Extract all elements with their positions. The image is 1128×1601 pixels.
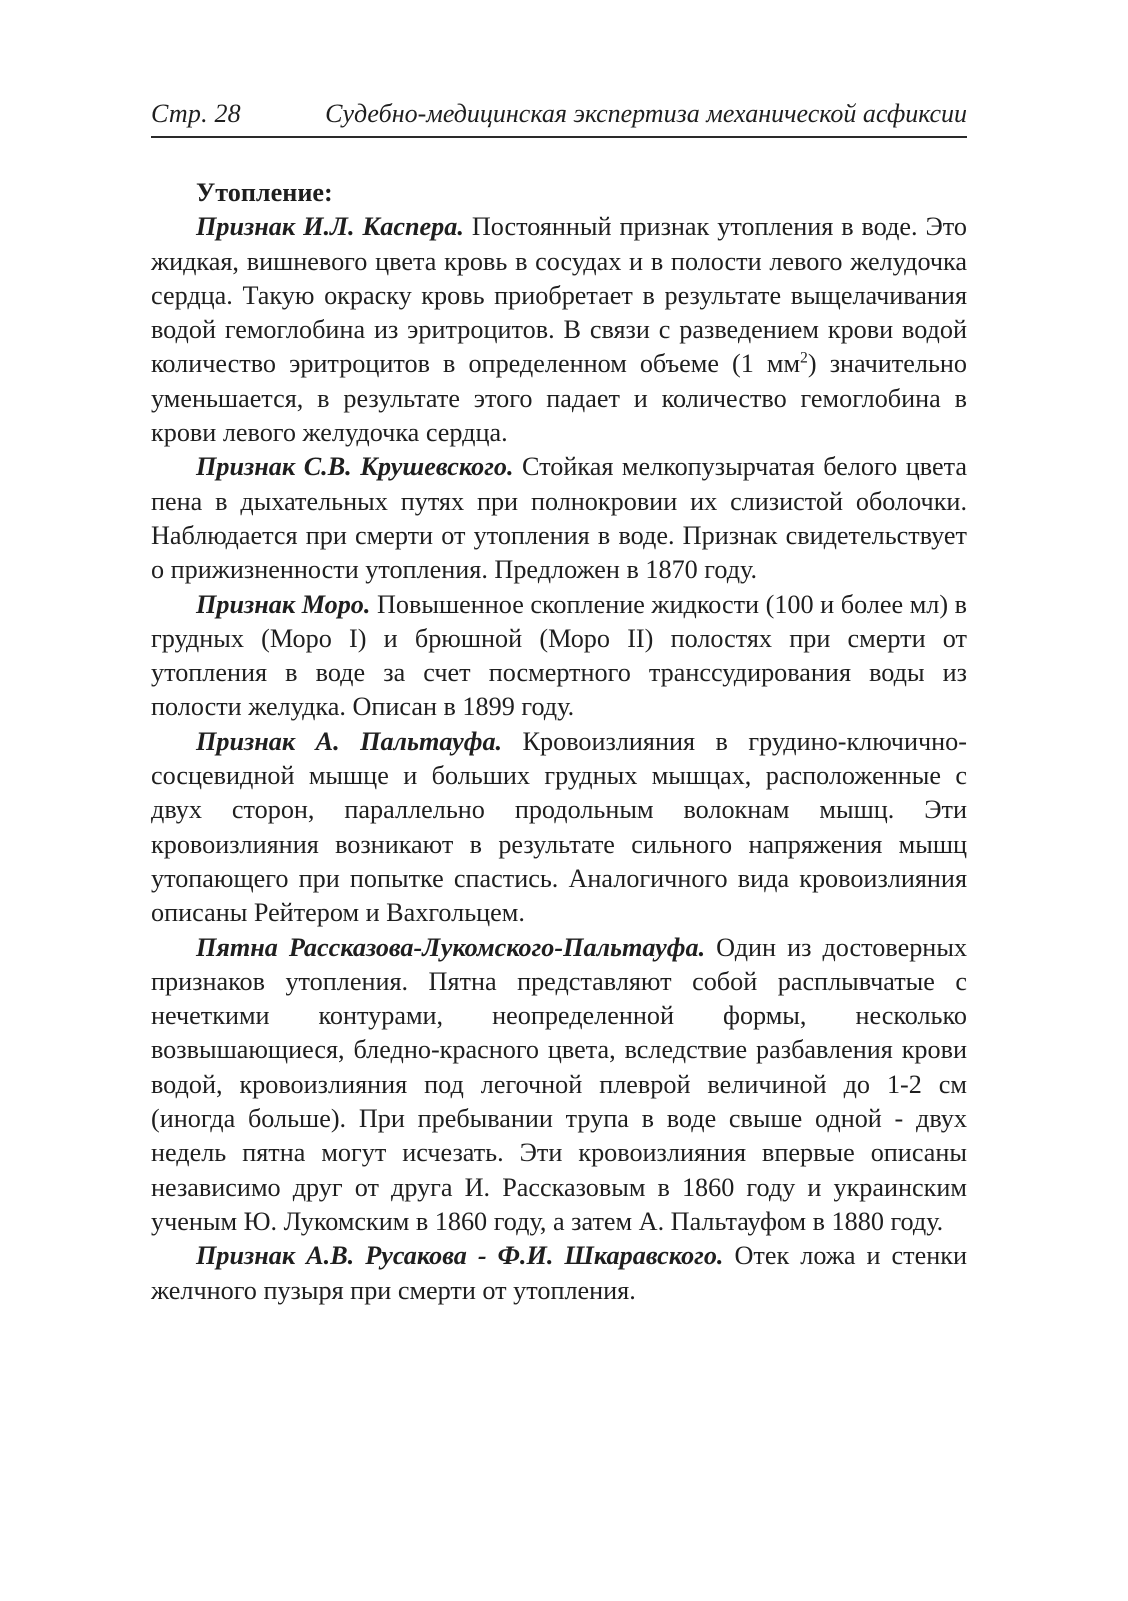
paragraph-text: ) значительно уменьшается, в результате этого падает и количество гемоглобина в крови левого желудочка сердца. <box>151 349 967 448</box>
paragraph-text: Повышенное скопление жидкости (100 и более мл) в грудных (Моро I) и брюшной (Моро II) полостях при смерти от утопления в воде за счет посмертного транссудирования воды из полости желудка. Описан в 1899 году. <box>151 589 967 722</box>
paragraph-text: Отек ложа и стенки желчного пузыря при смерти от утопления. <box>151 1241 968 1305</box>
book-page <box>151 96 967 1308</box>
paragraph-text: Стойкая мелкопузырчатая белого цвета пена в дыхательных путях при полнокровии их слизистой оболочки. Наблюдается при смерти от утопления в воде. Признак свидетельствует о прижизненности утопления. Предложен в 1870 году. <box>151 452 967 585</box>
term-moro: Признак Моро. <box>196 589 371 619</box>
page-body <box>151 176 967 1308</box>
term-rusakov: Признак А.В. Русакова - Ф.И. Шкаравского. <box>196 1241 724 1271</box>
page-number: Стр. 28 <box>151 99 241 128</box>
term-paltauf: Признак А. Пальтауфа. <box>196 726 503 756</box>
running-title: Судебно-медицинская экспертиза механической асфиксии <box>325 99 967 128</box>
term-kasper: Признак И.Л. Каспера. <box>196 212 464 242</box>
running-header <box>151 96 967 138</box>
section-heading: Утопление: <box>196 178 333 207</box>
paragraph-krushevsky <box>151 450 967 587</box>
term-krushevsky: Признак С.В. Крушевского. <box>196 452 514 482</box>
paragraph-text: Один из достоверных признаков утопления. Пятна представляют собой расплывчатые с нечеткими контурами, неопределенной формы, несколько возвышающиеся, бледно-красного цвета, вследствие разбавления крови водой, кровоизлияния под легочной плеврой величиной до 1-2 см (иногда больше). При пребывании трупа в воде свыше одной - двух недель пятна могут исчезать. Эти кровоизлияния впервые описаны независимо друг от друга И. Рассказовым в 1860 году и украинским ученым Ю. Лукомским в 1860 году, а затем А. Пальтауфом в 1880 году. <box>151 932 968 1236</box>
superscript: 2 <box>800 349 808 367</box>
term-rasskazov-spots: Пятна Рассказова-Лукомского-Пальтауфа. <box>196 932 706 962</box>
paragraph-moro <box>151 588 967 725</box>
paragraph-kasper <box>151 210 967 450</box>
paragraph-text: Кровоизлияния в грудино-ключично-сосцевидной мышце и больших грудных мышцах, расположенные с двух сторон, параллельно продольным волокнам мышц. Эти кровоизлияния возникают в результате сильного напряжения мышц утопающего при попытке спастись. Аналогичного вида кровоизлияния описаны Рейтером и Вахгольцем. <box>151 726 967 928</box>
paragraph-rasskazov-spots <box>151 931 967 1240</box>
paragraph-paltauf <box>151 725 967 931</box>
paragraph-text: Постоянный признак утопления в воде. Это жидкая, вишневого цвета кровь в сосудах и в полости левого желудочка сердца. Такую окраску кровь приобретает в результате выщелачивания водой гемоглобина из эритроцитов. В связи с разведением крови водой количество эритроцитов в определенном объеме (1 мм <box>151 212 968 379</box>
paragraph-rusakov <box>151 1239 967 1308</box>
